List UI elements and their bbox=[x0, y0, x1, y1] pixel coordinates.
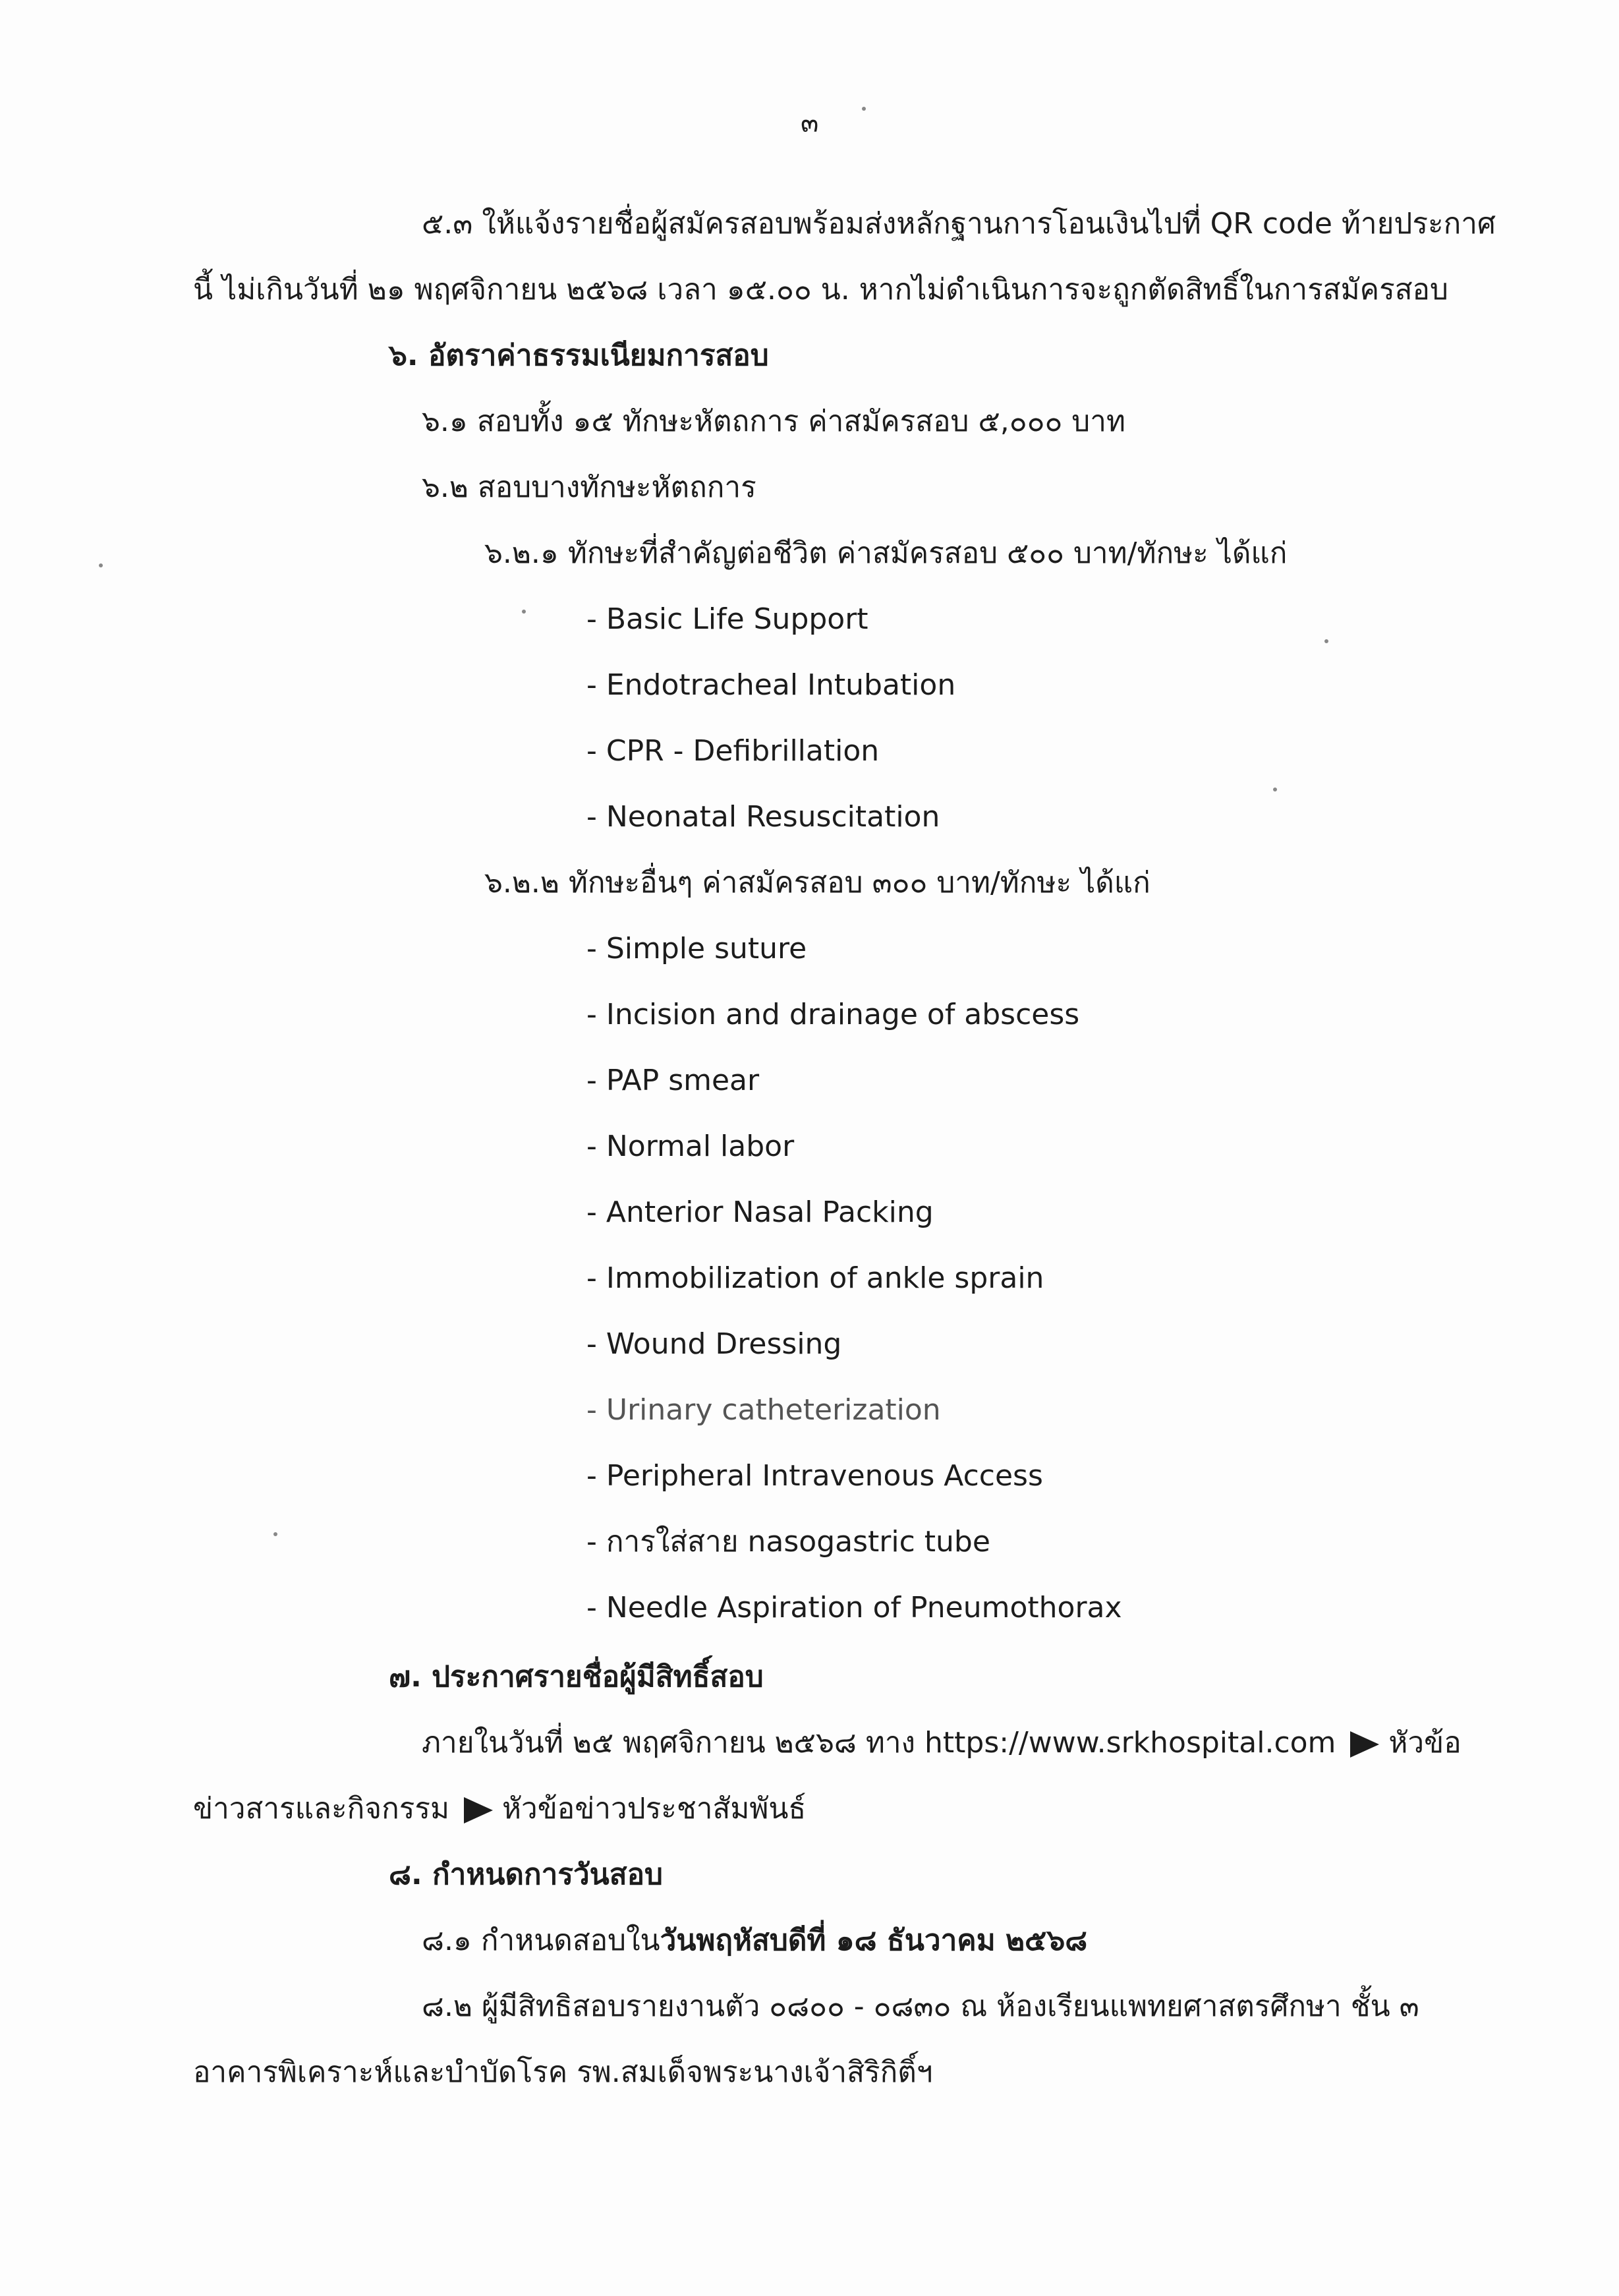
s7-line1-tail: หัวข้อ bbox=[1388, 1726, 1462, 1760]
s8-item-8-2-line2: อาคารพิเคราะห์และบำบัดโรค รพ.สมเด็จพระนางเจ้าสิริกิติ์ฯ bbox=[193, 2055, 933, 2089]
s7-line2-text: ข่าวสารและกิจกรรม bbox=[193, 1792, 449, 1825]
scan-speck bbox=[273, 1532, 277, 1536]
s8-item-8-1 bbox=[422, 1921, 1087, 1961]
scan-speck bbox=[862, 107, 866, 111]
list-item: - Peripheral Intravenous Access bbox=[586, 1459, 1043, 1493]
s5-3-line2: นี้ ไม่เกินวันที่ ๒๑ พฤศจิกายน ๒๕๖๘ เวลา ๑๕.๐๐ น. หากไม่ดำเนินการจะถูกตัดสิทธิ์ในการสมัครสอบ bbox=[193, 273, 1448, 306]
s6-item-6-1: ๖.๑ สอบทั้ง ๑๕ ทักษะหัตถการ ค่าสมัครสอบ ๕,๐๐๐ บาท bbox=[422, 405, 1125, 438]
scan-speck bbox=[1324, 639, 1328, 643]
list-item: - Normal labor bbox=[586, 1130, 795, 1163]
list-item: - Urinary catheterization bbox=[586, 1393, 941, 1427]
s6-item-6-2: ๖.๒ สอบบางทักษะหัตถการ bbox=[422, 471, 756, 504]
list-item: - Anterior Nasal Packing bbox=[586, 1195, 934, 1229]
s6-sub-6-2-2-label: ๖.๒.๒ ทักษะอื่นๆ ค่าสมัครสอบ ๓๐๐ บาท/ทักษะ ได้แก่ bbox=[484, 866, 1150, 900]
scan-speck bbox=[522, 610, 526, 614]
arrow-right-icon bbox=[1350, 1731, 1379, 1758]
list-item: - Incision and drainage of abscess bbox=[586, 998, 1080, 1031]
s8-item-8-2-line1: ๘.๒ ผู้มีสิทธิสอบรายงานตัว ๐๘๐๐ - ๐๘๓๐ ณ ห้องเรียนแพทยศาสตรศึกษา ชั้น ๓ bbox=[422, 1990, 1419, 2023]
scan-speck bbox=[1273, 788, 1277, 791]
arrow-right-icon bbox=[464, 1797, 493, 1823]
list-item: - CPR - Defibrillation bbox=[586, 734, 880, 768]
list-item: - Endotracheal Intubation bbox=[586, 668, 956, 702]
list-item: - PAP smear bbox=[586, 1064, 760, 1097]
scan-speck bbox=[99, 563, 103, 567]
list-item: - Immobilization of ankle sprain bbox=[586, 1261, 1044, 1295]
page-number: ๓ bbox=[801, 108, 819, 138]
list-item: - Basic Life Support bbox=[586, 602, 868, 636]
s7-line2-tail: หัวข้อข่าวประชาสัมพันธ์ bbox=[501, 1792, 807, 1825]
list-item: - การใส่สาย nasogastric tube bbox=[586, 1525, 990, 1559]
list-item: - Wound Dressing bbox=[586, 1327, 842, 1361]
s7-heading: ๗. ประกาศรายชื่อผู้มีสิทธิ์สอบ bbox=[389, 1660, 764, 1694]
list-item: - Needle Aspiration of Pneumothorax bbox=[586, 1591, 1122, 1624]
s5-3-line1: ๕.๓ ให้แจ้งรายชื่อผู้สมัครสอบพร้อมส่งหลักฐานการโอนเงินไปที่ QR code ท้ายประกาศ bbox=[422, 207, 1496, 241]
s7-line2 bbox=[193, 1789, 806, 1829]
s6-heading: ๖. อัตราค่าธรรมเนียมการสอบ bbox=[389, 339, 769, 372]
s7-line1-text: ภายในวันที่ ๒๕ พฤศจิกายน ๒๕๖๘ ทาง https://www.srkhospital.com bbox=[422, 1726, 1336, 1760]
s6-sub-6-2-1-label: ๖.๒.๑ ทักษะที่สำคัญต่อชีวิต ค่าสมัครสอบ ๕๐๐ บาท/ทักษะ ได้แก่ bbox=[484, 536, 1288, 570]
s8-heading: ๘. กำหนดการวันสอบ bbox=[389, 1858, 663, 1891]
s8-item-8-1-date: วันพฤหัสบดีที่ ๑๘ ธันวาคม ๒๕๖๘ bbox=[660, 1924, 1088, 1957]
list-item: - Simple suture bbox=[586, 932, 807, 965]
s8-item-8-1-prefix: ๘.๑ กำหนดสอบใน bbox=[422, 1924, 660, 1957]
list-item: - Neonatal Resuscitation bbox=[586, 800, 940, 834]
s7-line1 bbox=[422, 1723, 1462, 1763]
